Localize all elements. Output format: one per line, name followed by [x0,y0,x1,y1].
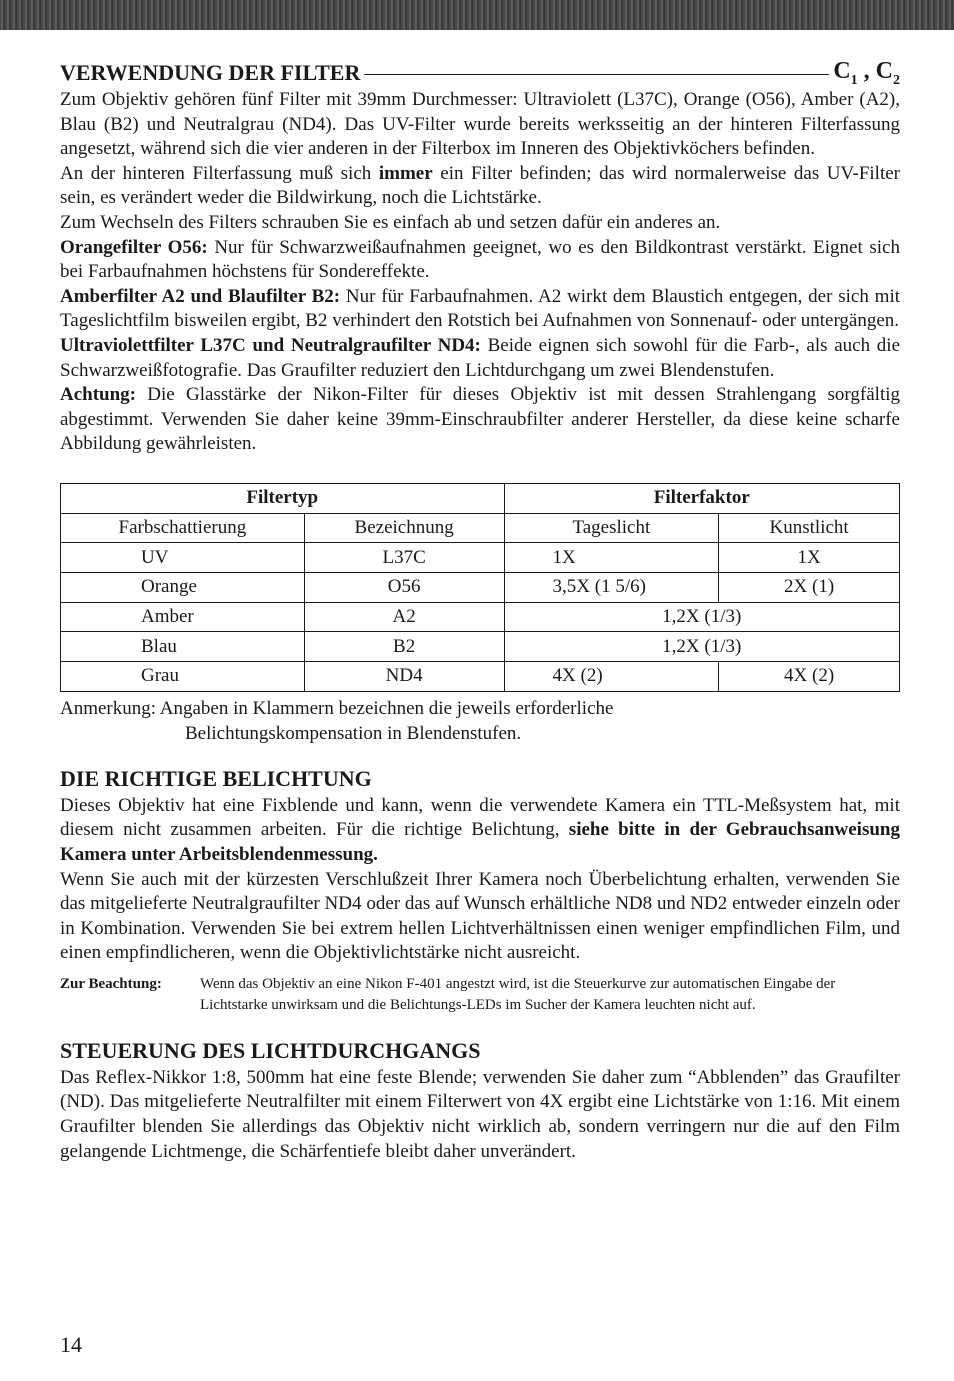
table-row: Orange O56 3,5X (1 5/6) 2X (1) [61,572,900,602]
heading-rule [364,74,829,75]
note-beachtung [60,974,900,1016]
heading-text: VERWENDUNG DER FILTER [60,60,361,85]
paragraph: Zum Objektiv gehören fünf Filter mit 39mm Durchmesser: Ultraviolett (L37C), Orange (O56), Amber (A2), Blau (B2) und Neutralgrau (ND4). Das UV-Filter wurde bereits werksseitig an der hinteren Filterfassung angesetzt, während sich die vier anderen in der Filterbox im Inneren des Objektivköchers befinden. [60,89,900,160]
scan-top-edge [0,0,954,30]
table-header-row [61,513,900,543]
group-filterfaktor: Filterfaktor [504,483,899,513]
table-group-header-row [61,483,900,513]
paragraph: Dieses Objektiv hat eine Fixblende und kann, wenn die verwendete Kamera ein TTL-Meßsystem hat, mit diesem nicht zusammen arbeiten. Für die richtige Belichtung, siehe bitte in der Gebrauchsanweisung Kamera unter Arbeitsblendenmessung. [60,794,900,865]
header-kunstlicht: Kunstlicht [719,513,900,543]
group-filtertyp: Filtertyp [61,483,505,513]
table-row: Grau ND4 4X (2) 4X (2) [61,662,900,692]
table-row: Amber A2 1,2X (1/3) [61,602,900,632]
paragraph: Das Reflex-Nikkor 1:8, 500mm hat eine feste Blende; verwenden Sie daher zum “Abblenden” das Graufilter (ND). Das mitgelieferte Neutralfilter mit einem Filterwert von 4X ergibt eine Lichtstärke von 1:16. Mit einem Graufilter blenden Sie allerdings das Objektiv nicht wirklich ab, sondern verringern nur die auf den Film gelangende Lichtmenge, die Schärfentiefe bleibt daher unverändert. [60,1066,900,1162]
paragraph: Wenn Sie auch mit der kürzesten Verschlußzeit Ihrer Kamera noch Überbelichtung erhalten, verwenden Sie das mitgelieferte Neutralgraufilter ND4 oder das auf Wunsch erhältliche ND8 und ND2 entweder einzeln oder in Kombination. Verwenden Sie bei extrem hellen Lichtverhältnissen einen weniger empfindlichen Film, und einen empfindlicheren, wenn die Objektivlichtstärke nicht ausreicht. [60,868,900,964]
table-note-line2: Belichtungskompensation in Blendenstufen. [185,722,522,744]
table-row: UV L37C 1X 1X [61,543,900,573]
header-tageslicht: Tageslicht [504,513,719,543]
filter-table [60,483,900,692]
paragraph: An der hinteren Filterfassung muß sich immer ein Filter befinden; das wird normalerweise das UV-Filter sein, es verändert weder die Bildwirkung, noch die Lichtstärke. [60,162,900,209]
paragraph-uv-nd: Ultraviolettfilter L37C und Neutralgraufilter ND4: Beide eignen sich sowohl für die Farb-, als auch die Schwarzweißfotografie. Das Graufilter reduziert den Lichtdurchgang um zwei Blendenstufen. [60,334,901,381]
header-bezeichnung: Bezeichnung [304,513,504,543]
page-number: 14 [60,1332,82,1357]
note-text: Wenn das Objektiv an eine Nikon F-401 angestzt wird, ist die Steuerkurve zur automatischen Eingabe der Lichtstarke unwirksam und die Belichtungs-LEDs im Sucher der Kamera leuchten nicht auf. [200,975,836,1013]
paragraph: Zum Wechseln des Filters schrauben Sie es einfach ab und setzen dafür ein anderes an. [60,211,721,233]
page-content [60,58,900,1164]
section-heading-filter [60,58,900,88]
header-farbschattierung: Farbschattierung [61,513,305,543]
note-label: Zur Beachtung: [60,975,162,992]
paragraph-warning: Achtung: Die Glasstärke der Nikon-Filter für dieses Objektiv ist mit dessen Strahlengang sorgfältig abgestimmt. Verwenden Sie daher keine 39mm-Einschraubfilter anderer Hersteller, da diese keine scharfe Abbildung gewährleisten. [60,384,900,455]
table-note [60,696,900,746]
table-row: Blau B2 1,2X (1/3) [61,632,900,662]
paragraph-amber-blue: Amberfilter A2 und Blaufilter B2: Nur für Farbaufnahmen. A2 wirkt dem Blaustich entgegen, der sich mit Tageslichtfilm bisweilen ergibt, B2 verhindert den Rotstich bei Aufnahmen von Sonnenauf- oder untergängen. [60,285,900,332]
section-heading-steuerung: STEUERUNG DES LICHTDURCHGANGS [60,1037,481,1063]
section-reference: $C_1$ , $C_2$ [833,57,900,88]
section-heading-belichtung: DIE RICHTIGE BELICHTUNG [60,765,372,791]
paragraph-orange: Orangefilter O56: Nur für Schwarzweißaufnahmen geeignet, wo es den Bildkontrast verstärkt. Eignet sich bei Farbaufnahmen höchstens für Sondereffekte. [60,236,900,283]
table-note-line1: Anmerkung: Angaben in Klammern bezeichnen die jeweils erforderliche [60,697,614,719]
